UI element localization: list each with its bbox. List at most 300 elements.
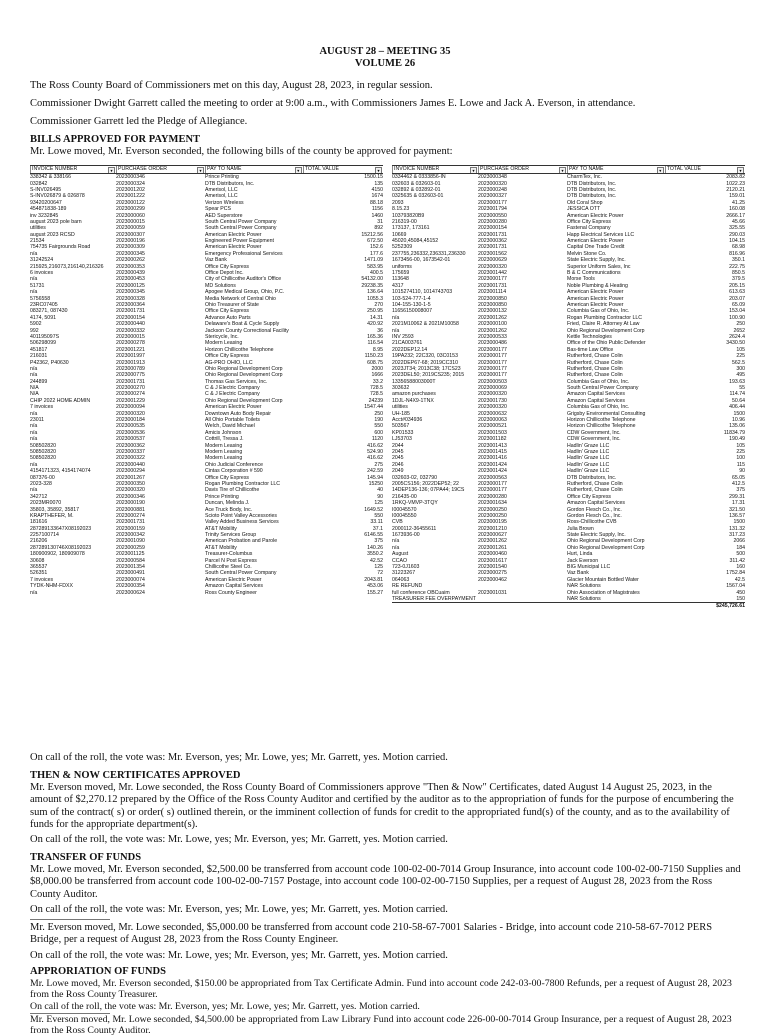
purchase-order-cell: 2023000309 — [116, 244, 145, 251]
purchase-order-cell: 2023001562 — [478, 250, 507, 257]
pay-to-cell: Advance Auto Parts — [205, 314, 251, 321]
total-value-cell: 42.52 — [370, 557, 383, 564]
invoice-cell: n/a — [392, 327, 400, 334]
pay-to-cell: Amerisol, LLC — [205, 186, 238, 193]
total-value-cell: 275 — [374, 461, 383, 468]
invoice-cell: 032603 & 032603-01 — [392, 180, 441, 187]
total-value-cell: 242.59 — [367, 468, 383, 475]
pay-to-cell: DTB Distributors, Inc. — [567, 193, 617, 200]
purchase-order-cell: 2023000270 — [116, 385, 145, 392]
filter-dropdown-icon[interactable]: ▾ — [470, 167, 477, 173]
purchase-order-cell: 2023001114 — [478, 289, 507, 296]
invoice-cell: 23RC07405 — [30, 302, 58, 308]
total-value-cell: 14.31 — [370, 314, 383, 321]
purchase-order-cell: 2023000280 — [478, 493, 507, 500]
invoice-cell: 215925,216073,216140,216326 — [30, 263, 104, 270]
total-value-cell: 1156 — [371, 206, 383, 213]
pay-to-cell: Amerisol, LLC — [205, 193, 238, 200]
column-header-total-value[interactable]: TOTAL VALUE ▾ — [303, 166, 383, 173]
pay-to-cell: AG-PRO OHIO, LLC — [205, 359, 253, 366]
invoice-cell: 508502820 — [30, 442, 56, 449]
total-value-cell: 33.2 — [372, 378, 383, 385]
purchase-order-cell: 2023000190 — [116, 500, 145, 507]
purchase-order-cell: 2023000250 — [478, 512, 507, 519]
bills-motion: Mr. Lowe moved, Mr. Everson seconded, the following bills of the county be approved for payment: — [30, 146, 453, 157]
pay-to-cell: Ross County Engineer — [205, 589, 257, 596]
purchase-order-cell: 2023000195 — [478, 519, 507, 526]
total-value-cell: 1666 — [371, 372, 383, 379]
total-value-cell: 2652 — [733, 327, 745, 334]
invoice-cell: TREASURER FEE OVERPAYMENT — [392, 595, 476, 602]
purchase-order-cell: 2023000275 — [478, 570, 507, 577]
purchase-order-cell: 2023000537 — [116, 436, 145, 443]
total-value-cell: 177.6 — [370, 250, 383, 257]
then-now-heading: THEN & NOW CERTIFICATES APPROVED — [30, 770, 241, 781]
purchase-order-cell: 2023001731 — [478, 282, 507, 289]
pay-to-cell: Superior Uniform Sales, Inc — [567, 263, 631, 270]
purchase-order-cell: 2023001125 — [116, 551, 145, 558]
invoice-cell: S-INV026879 & 026878 — [30, 193, 85, 200]
purchase-order-cell: 2023000440 — [116, 321, 145, 328]
invoice-cell: KP01533 — [392, 429, 414, 436]
purchase-order-cell: 2023000320 — [478, 404, 507, 411]
invoice-cell: UH-185 — [392, 410, 410, 417]
pay-to-cell: C & J Electric Company — [205, 385, 260, 392]
invoice-cell: Acct#034936 — [392, 417, 423, 424]
purchase-order-cell: 2023000059 — [116, 225, 145, 232]
pay-to-cell: Office of the Ohio Public Defender — [567, 340, 646, 347]
total-value-cell: 54132.00 — [361, 276, 383, 283]
invoice-cell: 506298099 — [30, 340, 56, 347]
purchase-order-cell: 2023001731 — [116, 308, 145, 315]
filter-dropdown-icon[interactable]: ▾ — [375, 167, 382, 173]
total-value-cell: 406.44 — [729, 404, 745, 411]
purchase-order-cell: 2023000177 — [478, 199, 507, 206]
pay-to-cell: Media Network of Central Ohio — [205, 295, 276, 302]
pay-to-cell: Happ Electrical Services LLC — [567, 231, 635, 238]
pay-to-cell: Amicis Johnson — [205, 429, 242, 436]
purchase-order-cell: 2023000177 — [478, 276, 507, 283]
purchase-order-cell: 2023000274 — [116, 391, 145, 398]
total-value-cell: 125 — [374, 500, 383, 507]
purchase-order-cell: 2023001424 — [478, 468, 507, 475]
invoice-cell: 342712 — [30, 493, 48, 500]
purchase-order-cell: 2023000177 — [478, 346, 507, 353]
invoice-cell: uniforms — [392, 263, 412, 270]
purchase-order-cell: 2023000337 — [116, 448, 145, 455]
empty-cell — [567, 603, 665, 609]
filter-dropdown-icon[interactable]: ▾ — [197, 167, 204, 173]
pay-to-cell: CDW Government, Inc. — [567, 429, 621, 436]
invoice-cell: 2045 — [392, 448, 404, 455]
total-value-cell: 400.5 — [370, 270, 383, 277]
purchase-order-cell: 2023000362 — [478, 238, 507, 245]
purchase-order-cell: 2023000775 — [116, 372, 145, 379]
column-header-invoice[interactable]: INVOICE NUMBER ▾ — [30, 166, 116, 173]
pay-to-cell: Rutherford, Chase Colin — [567, 365, 623, 372]
pay-to-cell: Parcel N Post Express — [205, 557, 257, 564]
total-value-cell: 250 — [374, 410, 383, 417]
total-value-cell: 115 — [736, 461, 745, 468]
invoice-cell: TYDK-NHM-FDXX — [30, 583, 73, 590]
pay-to-cell: Cintas Corporation # 590 — [205, 468, 263, 475]
total-value-cell: 299.31 — [729, 493, 745, 500]
pay-to-cell: Office City Express — [205, 474, 250, 481]
invoice-cell: 723-0J1603 — [392, 564, 420, 571]
invoice-cell: 2005CS156; 2022DEP52; 22 — [392, 480, 459, 487]
total-value-cell: 225 — [736, 448, 745, 455]
purchase-order-cell: 2023001261 — [478, 544, 507, 551]
total-value-cell: 600 — [374, 429, 383, 436]
column-header-purchase-order[interactable]: PURCHASE ORDER ▾ — [478, 166, 567, 173]
purchase-order-cell: 2023000491 — [116, 570, 145, 577]
pay-to-cell: Noble Plumbing & Heating — [567, 282, 628, 289]
total-value-cell: 1500.15 — [364, 174, 383, 181]
invoice-cell: 1DJL-N4X9-1TNX — [392, 397, 434, 404]
pay-to-cell: South Central Power Company — [567, 385, 639, 392]
total-value-cell: 4150 — [371, 186, 383, 193]
invoice-cell: 93420200647 — [30, 199, 62, 206]
purchase-order-cell: 2023001267 — [116, 474, 145, 481]
total-value-cell: 104.15 — [729, 238, 745, 245]
purchase-order-cell: 2023000627 — [478, 532, 507, 539]
transfer-text-2: Mr. Everson moved, Mr. Lowe seconded, $5,000.00 be transferred from account code 210-58-67-7001 Salaries - Bridge, into account code 210-58-67-7012 PERS Bridge, per a request of August 28, 2023 from the Ross County Engineer. — [30, 922, 713, 946]
purchase-order-cell: 2023000327 — [478, 193, 507, 200]
filter-dropdown-icon[interactable]: ▾ — [737, 167, 744, 173]
bills-table-area — [30, 165, 745, 750]
purchase-order-cell: 2023000280 — [478, 218, 507, 225]
purchase-order-cell: 2023000850 — [478, 302, 507, 308]
total-value-cell: 41.25 — [732, 199, 745, 206]
invoice-cell: 6 invoices — [30, 270, 54, 277]
purchase-order-cell: 2023000184 — [116, 417, 145, 424]
total-value-cell: 250 — [736, 321, 745, 328]
invoice-cell: 032603-02, 032790 — [392, 474, 438, 481]
purchase-order-cell: 2023000132 — [478, 308, 507, 315]
pay-to-cell: Horizon Chillicothe Telephone — [567, 423, 636, 430]
total-value-cell: 1055.3 — [367, 295, 383, 302]
purchase-order-cell: 2023001731 — [478, 244, 507, 251]
invoice-cell: 103-524-777-1-4 — [392, 295, 431, 302]
total-value-cell: 136.57 — [729, 512, 745, 519]
total-value-cell: 1567.04 — [726, 583, 745, 590]
pay-to-cell: Jackson County Correctional Facility — [205, 327, 289, 334]
total-value-cell: 6146.55 — [364, 532, 383, 539]
pay-to-cell: Kettle Technologies — [567, 333, 612, 340]
pay-to-cell: Columbia Gas of Ohio, Inc. — [567, 378, 630, 385]
total-value-cell: 160 — [736, 564, 745, 571]
purchase-order-cell: 2023000069 — [478, 385, 507, 392]
pay-to-cell: Vaz Bank — [205, 257, 227, 264]
invoice-cell: 4154171323, 4154174074 — [30, 468, 91, 475]
invoice-cell: 216319-00 — [392, 218, 417, 225]
purchase-order-cell: 2023001202 — [116, 186, 145, 193]
invoice-cell: n/a — [30, 410, 38, 417]
invoice-cell: 11656150008007 — [392, 308, 433, 315]
pay-to-cell: JESSICA OTT — [567, 206, 601, 213]
invoice-cell: 216206 — [30, 538, 48, 545]
pay-to-cell: Spear PCS — [205, 206, 231, 213]
pay-to-cell: Treasurer-Columbus — [205, 551, 253, 558]
purchase-order-cell: 2023001442 — [478, 270, 507, 277]
column-header-invoice[interactable]: INVOICE NUMBER ▾ — [392, 166, 478, 173]
purchase-order-cell: 2023001182 — [478, 436, 507, 443]
column-header-pay-to-name[interactable]: PAY TO NAME ▾ — [205, 166, 303, 173]
invoice-cell: 754735 Fairgrounds Road — [30, 244, 91, 251]
pay-to-cell: Columbia Gas of Ohio, Inc. — [567, 308, 630, 315]
pay-to-cell: Prince Printing — [205, 174, 239, 181]
pay-to-cell: American Electric Power — [567, 302, 624, 308]
purchase-order-cell: 2023000320 — [478, 391, 507, 398]
invoice-cell: n/a — [30, 289, 38, 296]
pay-to-cell: Horizon Chillicothe Telephone — [205, 346, 274, 353]
invoice-cell: 1015274110, 1014743703 — [392, 289, 453, 296]
column-header-total-value[interactable]: TOTAL VALUE ▾ — [665, 166, 745, 173]
total-value-cell: 40 — [377, 487, 383, 494]
invoice-cell: 2023DEL50; 2019CS235; 2015 — [392, 372, 465, 379]
filter-dropdown-icon[interactable]: ▾ — [657, 167, 664, 173]
pay-to-cell: Melvin Stone Co. — [567, 250, 607, 257]
invoice-cell: 032892 & 032892-01 — [392, 186, 441, 193]
total-value-cell: 2043.81 — [364, 576, 383, 583]
pay-to-cell: Ohio Regional Development Corp — [567, 327, 645, 334]
total-value-cell: 10.96 — [732, 417, 745, 424]
pay-to-cell: American Electric Power — [205, 404, 262, 411]
invoice-cell: 8.15.23 — [392, 206, 410, 213]
invoice-cell: 526351 — [30, 570, 48, 577]
purchase-order-cell: 2023000299 — [116, 206, 145, 213]
pay-to-cell: Apogee Medical Group, Ohio, P.C. — [205, 289, 285, 296]
pay-to-cell: Hadlin' Graze LLC — [567, 448, 610, 455]
invoice-cell: 103793820B9 — [392, 212, 425, 219]
pay-to-cell: Rogan Plumbing Contractor LLC — [205, 480, 280, 487]
pay-to-cell: Hadlin' Graze LLC — [567, 468, 610, 475]
total-value-cell: 135.06 — [729, 423, 745, 430]
purchase-order-cell: 2023000125 — [116, 282, 145, 289]
purchase-order-cell: 2023000348 — [478, 174, 507, 181]
table-row — [30, 590, 383, 596]
purchase-order-cell: 2023000536 — [116, 429, 145, 436]
total-value-cell: 72 — [377, 570, 383, 577]
invoice-cell: INV 2593 — [392, 333, 414, 340]
total-value-cell: 100 — [736, 455, 745, 462]
invoice-cell: n/a — [30, 276, 38, 283]
total-value-cell: 290.03 — [729, 231, 745, 238]
total-value-cell: 728.5 — [370, 385, 383, 392]
invoice-cell: 287289133647X08192023 — [30, 525, 92, 532]
invoice-cell: 7 invoices — [30, 404, 54, 411]
total-value-cell: 416.62 — [367, 455, 383, 462]
purchase-order-cell: 2023001354 — [116, 564, 145, 571]
bills-table-right — [392, 165, 745, 610]
grand-total-row — [392, 602, 745, 609]
pay-to-cell: Grigsby Environmental Consulting — [567, 410, 646, 417]
pay-to-cell: Engineered Power Equipment — [205, 238, 274, 245]
invoice-cell: n/a — [30, 365, 38, 372]
total-value-cell: 325.55 — [729, 225, 745, 232]
total-value-cell: 3550.2 — [367, 551, 383, 558]
pay-to-cell: Amazon Capital Services — [567, 397, 625, 404]
purchase-order-cell: 2023000196 — [116, 238, 145, 245]
invoice-cell: 2045 — [392, 455, 404, 462]
pay-to-cell: Office Depot Inc. — [205, 270, 244, 277]
invoice-cell: n/a — [30, 429, 38, 436]
filter-dropdown-icon[interactable]: ▾ — [108, 167, 115, 173]
pay-to-cell: Ohio Regional Development Corp — [567, 544, 645, 551]
total-value-cell: 2624.4 — [729, 333, 745, 340]
empty-cell — [478, 603, 567, 609]
pay-to-cell: Hadlin' Graze LLC — [567, 461, 610, 468]
purchase-order-cell: 2023001540 — [478, 564, 507, 571]
meeting-title: AUGUST 28 – MEETING 35 — [319, 46, 451, 57]
purchase-order-cell: 2023000177 — [478, 365, 507, 372]
purchase-order-cell: 2023001731 — [116, 378, 145, 385]
pay-to-cell: Capital One Trade Credit — [567, 244, 625, 251]
pay-to-cell: Rutherford, Chase Colin — [567, 487, 623, 494]
pay-to-cell: American Electric Power — [567, 212, 624, 219]
pay-to-cell: AED Superstore — [205, 212, 243, 219]
purchase-order-cell: 2023000122 — [116, 199, 145, 206]
purchase-order-cell: 2023001210 — [478, 525, 507, 532]
invoice-cell: August — [392, 551, 409, 558]
invoice-cell: 083271, 087430 — [30, 308, 68, 315]
invoice-cell: inv 3232845 — [30, 212, 59, 219]
purchase-order-cell: 2023000503 — [478, 378, 507, 385]
intro-call-to-order: Commissioner Dwight Garrett called the meeting to order at 9:00 a.m., with Commissioners James E. Lowe and Jack A. Everson, in attendance. — [30, 98, 636, 109]
purchase-order-cell: 2023001913 — [116, 359, 145, 366]
total-value-cell: 550 — [374, 512, 383, 519]
table-header — [392, 165, 745, 174]
pay-to-cell: City of Chillicothe Auditor's Office — [205, 276, 282, 283]
total-value-cell: 31 — [377, 218, 383, 225]
invoice-cell: n/a — [30, 250, 38, 257]
column-header-pay-to-name[interactable]: PAY TO NAME ▾ — [567, 166, 665, 173]
total-value-cell: 608.75 — [367, 359, 383, 366]
total-value-cell: 184 — [736, 544, 745, 551]
pay-to-cell: State Electric Supply, Inc. — [567, 257, 626, 264]
filter-dropdown-icon[interactable]: ▾ — [559, 167, 566, 173]
pay-to-cell: Modern Leasing — [205, 455, 243, 462]
pay-to-cell: South Central Power Company — [205, 570, 277, 577]
pay-to-cell: Ohio Regional Development Corp — [205, 365, 283, 372]
purchase-order-cell: 2023000262 — [116, 257, 145, 264]
filter-dropdown-icon[interactable]: ▾ — [295, 167, 302, 173]
total-value-cell: 379.5 — [732, 276, 745, 283]
pay-to-cell: DTB Distributors, Inc. — [205, 180, 255, 187]
invoice-cell: 064063 — [392, 576, 410, 583]
invoice-cell: n/a — [30, 461, 38, 468]
purchase-order-cell: 2023000177 — [478, 480, 507, 487]
purchase-order-cell: 2023000159 — [116, 525, 145, 532]
pay-to-cell: MD Solutions — [205, 282, 236, 289]
pay-to-cell: Fried, Claire R. Attorney At Law — [567, 321, 640, 328]
total-value-cell: 225 — [736, 353, 745, 360]
total-value-cell: 50.64 — [732, 397, 745, 404]
total-value-cell: 583.95 — [367, 263, 383, 270]
purchase-order-cell: 2023000060 — [116, 212, 145, 219]
purchase-order-cell: 2023001634 — [478, 500, 507, 507]
invoice-cell: 216031 — [30, 353, 48, 360]
transfer-text-1: Mr. Lowe moved, Mr. Everson seconded, $2,500.00 be transferred from account code 100-02-00-7014 Group Insurance, into account code 100-02-00-7150 Supplies and $8,000.00 be transferred from account code 100-02-00-7157 Postage, into account code 100-02-00-7150 Supplies, per a request of August 28, 2023 from the Ross County Auditor. — [30, 864, 741, 900]
purchase-order-cell: 2023000850 — [478, 295, 507, 302]
total-value-cell: 375 — [736, 487, 745, 494]
purchase-order-cell: 2023000584 — [116, 557, 145, 564]
purchase-order-cell — [478, 596, 567, 602]
invoice-cell: 45020,45084,45152 — [392, 238, 439, 245]
invoice-cell: 303632 — [392, 385, 410, 392]
total-value-cell: 55 — [739, 385, 745, 392]
pay-to-cell: CharmTex, Inc. — [567, 174, 602, 181]
purchase-order-cell: 2023001617 — [478, 557, 507, 564]
invoice-cell: 7 invoices — [30, 576, 54, 583]
transfer-vote-1: On call of the roll, the vote was: Mr. Everson, yes; Mr. Lowe, yes; Mr. Garrett, yes. Motion carried. — [30, 904, 448, 915]
pay-to-cell: C & J Electric Company — [205, 391, 260, 398]
total-value-cell: 45.66 — [732, 218, 745, 225]
invoice-cell: N/A — [30, 385, 39, 392]
invoice-cell: 2021M10062 & 2021M10058 — [392, 321, 459, 328]
pay-to-cell: Bas-time Law Office — [567, 346, 614, 353]
total-value-cell: 892 — [374, 225, 383, 232]
purchase-order-cell: 2023001413 — [478, 442, 507, 449]
invoice-cell: RE REFUND — [392, 583, 423, 590]
column-header-purchase-order[interactable]: PURCHASE ORDER ▾ — [116, 166, 205, 173]
intro-session: The Ross County Board of Commissioners met on this day, August 28, 2023, in regular session. — [30, 80, 433, 91]
purchase-order-cell: 2023000094 — [116, 404, 145, 411]
purchase-order-cell: 2023000342 — [116, 532, 145, 539]
total-value-cell: 190.49 — [729, 436, 745, 443]
invoice-cell: 2044 — [392, 442, 404, 449]
invoice-cell: 113648 — [392, 276, 409, 283]
purchase-order-cell: 2023000177 — [478, 353, 507, 360]
pay-to-cell: Ohio Treasurer of State — [205, 302, 259, 308]
pay-to-cell: Office City Express — [205, 263, 250, 270]
invoice-cell: n/a — [30, 372, 38, 379]
divider — [30, 919, 110, 920]
invoice-cell: n/a — [30, 589, 38, 596]
invoice-cell: KRAPTHEFER, M. — [30, 512, 74, 519]
pay-to-cell: South Central Power Company — [205, 218, 277, 225]
invoice-cell: 21534 — [30, 238, 45, 245]
invoice-cell: 1RKQ-VMVP-3TQY — [392, 500, 438, 507]
grand-total-value: $245,726.61 — [716, 603, 745, 610]
pay-to-cell: Ohio Regional Development Corp — [567, 538, 645, 545]
pay-to-cell: NAR Solutions — [567, 583, 601, 590]
table-header — [30, 165, 383, 174]
purchase-order-cell: 2023001730 — [478, 397, 507, 404]
invoice-cell: n/a — [30, 436, 38, 443]
pay-to-cell: Modern Leasing — [205, 448, 243, 455]
total-value-cell: 116.54 — [367, 340, 383, 347]
total-value-cell: 150 — [736, 595, 745, 602]
total-value-cell: 1150.23 — [364, 353, 383, 360]
total-value-cell: 131.32 — [729, 525, 745, 532]
purchase-order-cell: 2023000550 — [478, 212, 507, 219]
pay-to-cell: DTB Distributors, Inc. — [567, 474, 617, 481]
pay-to-cell: All Ohio Portable Toilets — [205, 417, 260, 424]
total-value-cell: 1460 — [371, 212, 383, 219]
purchase-order-cell: 2023000460 — [478, 551, 507, 558]
purchase-order-cell: 2023000320 — [478, 263, 507, 270]
invoice-cell: 175659 — [392, 270, 410, 277]
total-value-cell: 100.90 — [729, 314, 745, 321]
purchase-order-cell: 2023000533 — [478, 333, 507, 340]
purchase-order-cell: 2023000353 — [116, 263, 145, 270]
invoice-cell: 992 — [30, 327, 39, 334]
purchase-order-cell: 2023000345 — [116, 250, 145, 257]
total-value-cell: 450 — [736, 589, 745, 596]
total-value-cell: 190 — [374, 417, 383, 424]
pay-to-cell: American Electric Power — [205, 244, 262, 251]
